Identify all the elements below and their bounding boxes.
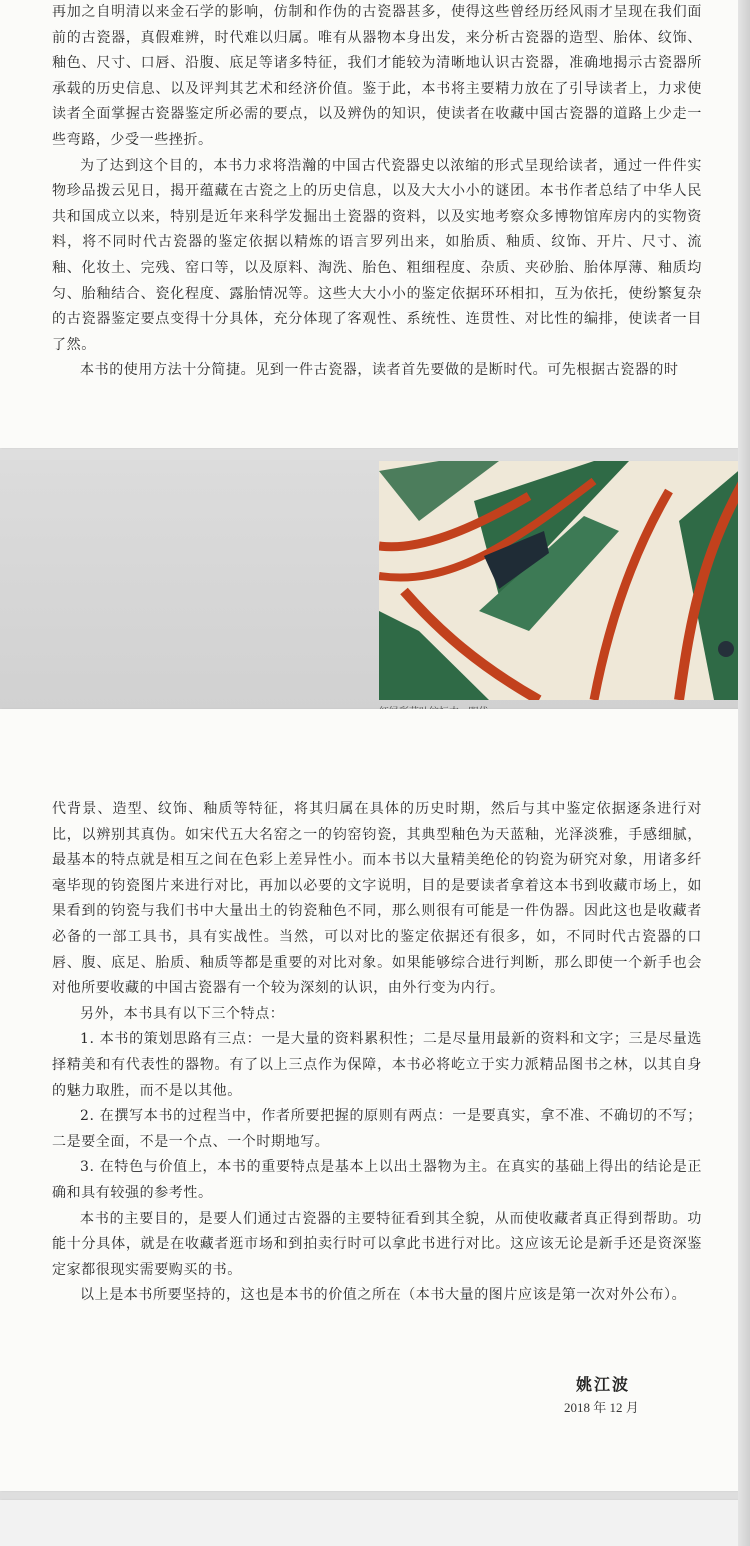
next-page-edge [0, 1500, 750, 1546]
intro-paragraph: 再加之自明清以来金石学的影响，仿制和作伪的古瓷器甚多，使得这些曾经历经风雨才呈现在我们面前的古瓷器，真假难辨，时代难以归属。唯有从器物本身出发，来分析古瓷器的造型、胎体、纹饰、釉色、尺寸、口唇、沿腹、底足等诸多特征，我们才能较为清晰地认识古瓷器，准确地揭示古瓷器所承载的历史信息、以及评判其艺术和经济价值。鉴于此，本书将主要精力放在了引导读者上，力求使读者全面掌握古瓷器鉴定所必需的要点，以及辨伪的知识，使读者在收藏中国古瓷器的道路上少走一些弯路，少受一些挫折。 [52, 4, 702, 148]
intro-paragraph: 本书的使用方法十分简捷。见到一件古瓷器，读者首先要做的是断时代。可先根据古瓷器的时 [80, 362, 679, 379]
intro-text [52, 0, 702, 384]
intro-paragraph: 为了达到这个目的，本书力求将浩瀚的中国古代瓷器史以浓缩的形式呈现给读者，通过一件件实物珍品拨云见日，揭开蕴藏在古瓷之上的历史信息，以及大大小小的谜团。本书作者总结了中华人民共和国成立以来，特别是近年来科学发掘出土瓷器的资料，以及实地考察众多博物馆库房内的实物资料，将不同时代古瓷器的鉴定依据以精炼的语言罗列出来，如胎质、釉质、纹饰、开片、尺寸、流釉、化妆土、完残、窑口等，以及原料、淘洗、胎色、粗细程度、杂质、夹砂胎、胎体厚薄、釉质均匀、胎釉结合、瓷化程度、露胎情况等。这些大大小小的鉴定依据环环相扣，互为依托，使纷繁复杂的古瓷器鉴定要点变得十分具体，充分体现了客观性、系统性、连贯性、对比性的编排，使读者一目了然。 [52, 157, 702, 353]
body-paragraph: 另外，本书具有以下三个特点： [80, 1005, 285, 1022]
body-paragraph: 代背景、造型、纹饰、釉质等特征，将其归属在具体的历史时期，然后与其中鉴定依据逐条进行对比，以辨别其真伪。如宋代五大名窑之一的钧窑钧瓷，其典型釉色为天蓝釉，光泽淡雅，手感细腻，最基本的特点就是相互之间在色彩上差异性小。而本书以大量精美绝伦的钧瓷为研究对象，用诸多纤毫毕现的钧瓷图片来进行对比，再加以必要的文字说明，目的是要读者拿着这本书到收藏市场上，如果看到的钧瓷与我们书中大量出土的钧瓷釉色不同，那么则很有可能是一件伪器。因此这也是收藏者必备的一部工具书，具有实战性。当然，可以对比的鉴定依据还有很多，如，不同时代古瓷器的口唇、腹、底足、胎质、釉质等都是重要的对比对象。如果能够综合进行判断，那么即使一个新手也会对他所要收藏的中国古瓷器有一个较为深刻的认识，由外行变为内行。 [52, 801, 702, 997]
body-paragraph: 2. 在撰写本书的过程当中，作者所要把握的原则有两点：一是要真实，拿不准、不确切的不写；二是要全面，不是一个点、一个时期地写。 [52, 1108, 702, 1150]
body-text [52, 797, 702, 1309]
body-paragraph: 3. 在特色与价值上，本书的重要特点是基本上以出土器物为主。在真实的基础上得出的结论是正确和具有较强的参考性。 [52, 1159, 702, 1201]
body-paragraph: 1. 本书的策划思路有三点：一是大量的资料累积性；二是尽量用最新的资料和文字；三是尽量选择精美和有代表性的器物。有了以上三点作为保障，本书必将屹立于实力派精品图书之林，以其自身的魅力取胜，而不是以其他。 [52, 1031, 702, 1099]
red-green-leaf-pattern-image [379, 461, 750, 700]
author-signature: 姚江波 [576, 1375, 631, 1394]
body-paragraph: 本书的主要目的，是要人们通过古瓷器的主要特征看到其全貌，从而使收藏者真正得到帮助。功能十分具体，就是在收藏者逛市场和到拍卖行时可以拿此书进行对比。这应该无论是新手还是资深鉴定家都很现实需要购买的书。 [52, 1210, 702, 1278]
signature-date: 2018 年 12 月 [564, 1400, 639, 1415]
porcelain-photo [379, 461, 750, 700]
body-paragraph: 以上是本书所要坚持的，这也是本书的价值之所在（本书大量的图片应该是第一次对外公布）。 [80, 1287, 687, 1304]
book-edge [738, 0, 750, 1546]
upper-page [0, 0, 738, 448]
